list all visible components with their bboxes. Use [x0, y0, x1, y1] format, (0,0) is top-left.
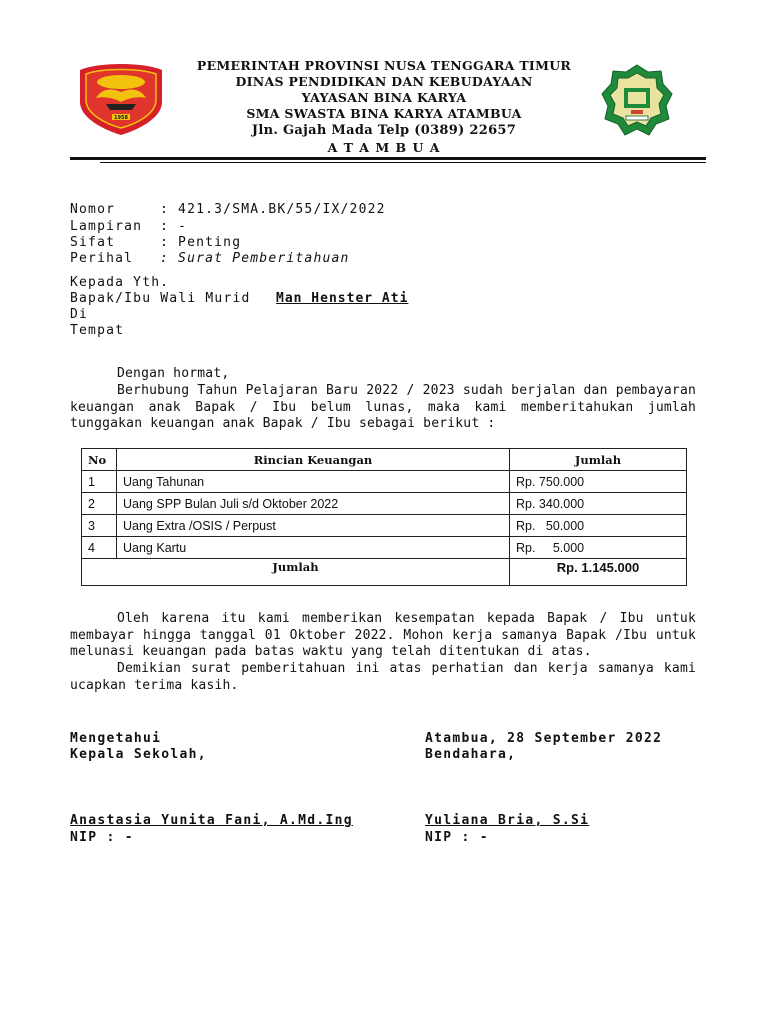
table-row: [82, 471, 687, 493]
header-city: A T A M B U A: [327, 140, 441, 155]
total-label: Jumlah: [82, 559, 510, 586]
col-item: Rincian Keuangan: [117, 449, 510, 471]
col-amount: Jumlah: [510, 449, 687, 471]
table-row: [82, 515, 687, 537]
addressee-kepada: Kepada Yth.: [70, 275, 170, 290]
paragraph-deadline: Oleh karena itu kami memberikan kesempatan kepada Bapak / Ibu untuk membayar hingga tanggal 01 Oktober 2022. Mohon kerja samanya Bapak /Ibu untuk melunasi keuangan pada batas waktu yang telah ditentukan di atas.: [70, 611, 696, 659]
left-signatory-name: Anastasia Yunita Fani, A.Md.Ing: [70, 813, 353, 828]
header-foundation: YAYASAN BINA KARYA: [301, 90, 467, 105]
row-amount: Rp. 340.000: [510, 493, 687, 515]
nomor-label: Nomor: [70, 202, 116, 217]
header-school-name: SMA SWASTA BINA KARYA ATAMBUA: [246, 106, 522, 121]
row-no: 4: [82, 537, 117, 559]
arrears-table: [81, 448, 687, 586]
table-row: [82, 537, 687, 559]
row-item: Uang Kartu: [117, 537, 510, 559]
nomor-value: : 421.3/SMA.BK/55/IX/2022: [160, 202, 386, 217]
table-header-row: [82, 449, 687, 471]
student-name: Man Henster Ati: [276, 291, 409, 306]
sifat-value: : Penting: [160, 235, 242, 250]
paragraph-intro: Berhubung Tahun Pelajaran Baru 2022 / 2023 sudah berjalan dan pembayaran keuangan anak Bapak / Ibu belum lunas, maka kami memberitahukan jumlah tunggakan keuangan anak Bapak / Ibu sebagai berikut :: [70, 383, 696, 431]
row-amount: Rp. 750.000: [510, 471, 687, 493]
row-no: 1: [82, 471, 117, 493]
row-item: Uang Tahunan: [117, 471, 510, 493]
table-total-row: [82, 559, 687, 586]
right-signatory-nip: NIP : -: [425, 830, 489, 845]
header-rule-thin: [100, 162, 706, 163]
row-item: Uang SPP Bulan Juli s/d Oktober 2022: [117, 493, 510, 515]
header-address: Jln. Gajah Mada Telp (0389) 22657: [251, 123, 517, 138]
row-item: Uang Extra /OSIS / Perpust: [117, 515, 510, 537]
row-no: 2: [82, 493, 117, 515]
table-row: [82, 493, 687, 515]
paragraph-closing: Demikian surat pemberitahuan ini atas perhatian dan kerja samanya kami ucapkan terima kasih.: [70, 661, 696, 693]
total-value: Rp. 1.145.000: [510, 559, 687, 586]
right-signatory-name: Yuliana Bria, S.Si: [425, 813, 590, 828]
addressee-tempat: Tempat: [70, 323, 125, 338]
header-government: PEMERINTAH PROVINSI NUSA TENGGARA TIMUR: [196, 58, 572, 73]
row-no: 3: [82, 515, 117, 537]
addressee-di: Di: [70, 307, 89, 322]
logo-year: 1958: [114, 115, 128, 121]
sifat-label: Sifat: [70, 235, 116, 250]
lampiran-value: : -: [160, 219, 188, 234]
col-no: No: [82, 449, 117, 471]
perihal-label: Perihal: [70, 251, 134, 266]
left-title-position: Kepala Sekolah,: [70, 747, 207, 762]
greeting: Dengan hormat,: [117, 366, 230, 381]
row-amount: Rp. 5.000: [510, 537, 687, 559]
left-title-mengetahui: Mengetahui: [70, 731, 162, 746]
left-signatory-nip: NIP : -: [70, 830, 134, 845]
lampiran-label: Lampiran: [70, 219, 143, 234]
row-amount: Rp. 50.000: [510, 515, 687, 537]
right-title-position: Bendahara,: [425, 747, 517, 762]
place-date: Atambua, 28 September 2022: [425, 731, 663, 746]
addressee-wali: Bapak/Ibu Wali Murid: [70, 291, 251, 306]
header-rule-thick: [70, 157, 706, 160]
header-department: DINAS PENDIDIKAN DAN KEBUDAYAAN: [235, 74, 533, 89]
perihal-value: : Surat Pemberitahuan: [160, 251, 350, 266]
